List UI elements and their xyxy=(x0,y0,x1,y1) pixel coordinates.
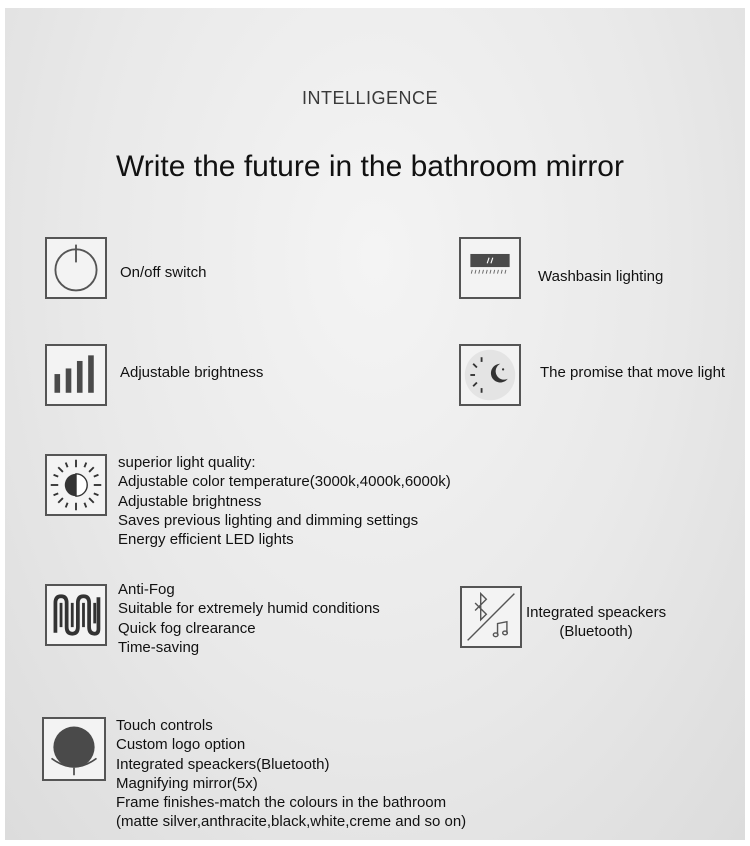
feature-line: Adjustable brightness xyxy=(120,364,264,381)
brightness-bars-icon xyxy=(45,344,107,406)
feature-line: Time-saving xyxy=(118,638,200,656)
feature-line: Energy efficient LED lights xyxy=(118,531,294,549)
feature-extras-label xyxy=(116,716,466,832)
feature-line: Suitable for extremely humid conditions xyxy=(118,600,380,618)
feature-line: Custom logo option xyxy=(116,736,246,754)
feature-line: Saves previous lighting and dimming settings xyxy=(118,511,419,529)
color-temperature-icon xyxy=(45,454,107,516)
feature-promise-label xyxy=(540,363,725,382)
feature-onoff-label xyxy=(120,263,206,282)
feature-line: Adjustable brightness xyxy=(118,492,262,510)
feature-line: Washbasin lighting xyxy=(538,268,664,285)
feature-line: Anti-Fog xyxy=(118,581,175,598)
feature-line: Integrated speackers xyxy=(526,604,667,621)
feature-line: Magnifying mirror(5x) xyxy=(116,774,258,792)
feature-line: On/off switch xyxy=(120,264,207,281)
feature-line: superior light quality: xyxy=(118,454,256,471)
feature-brightness-label xyxy=(120,363,263,382)
feature-antifog-label xyxy=(118,580,380,657)
feature-line: Quick fog clrearance xyxy=(118,619,256,637)
feature-line: Adjustable color temperature(3000k,4000k,6000k) xyxy=(118,473,451,491)
feature-washbasin-label xyxy=(538,267,663,286)
feature-line: Integrated speackers(Bluetooth) xyxy=(116,755,330,773)
section-eyebrow: INTELLIGENCE xyxy=(301,88,439,108)
feature-line: (Bluetooth) xyxy=(559,623,633,641)
feature-line: Touch controls xyxy=(116,717,213,734)
sun-moon-icon xyxy=(459,344,521,406)
magnifying-mirror-icon xyxy=(42,717,106,781)
feature-line: Frame finishes-match the colours in the bathroom xyxy=(116,794,447,812)
page-title: Write the future in the bathroom mirror xyxy=(116,150,624,183)
bluetooth-music-icon xyxy=(460,586,522,648)
feature-light-quality-label xyxy=(118,453,451,549)
power-icon xyxy=(45,237,107,299)
feature-line: The promise that move light xyxy=(540,364,726,381)
feature-line: (matte silver,anthracite,black,white,creme and so on) xyxy=(116,813,467,831)
feature-speakers-label xyxy=(526,603,666,642)
heating-coil-icon xyxy=(45,584,107,646)
washbasin-light-icon xyxy=(459,237,521,299)
